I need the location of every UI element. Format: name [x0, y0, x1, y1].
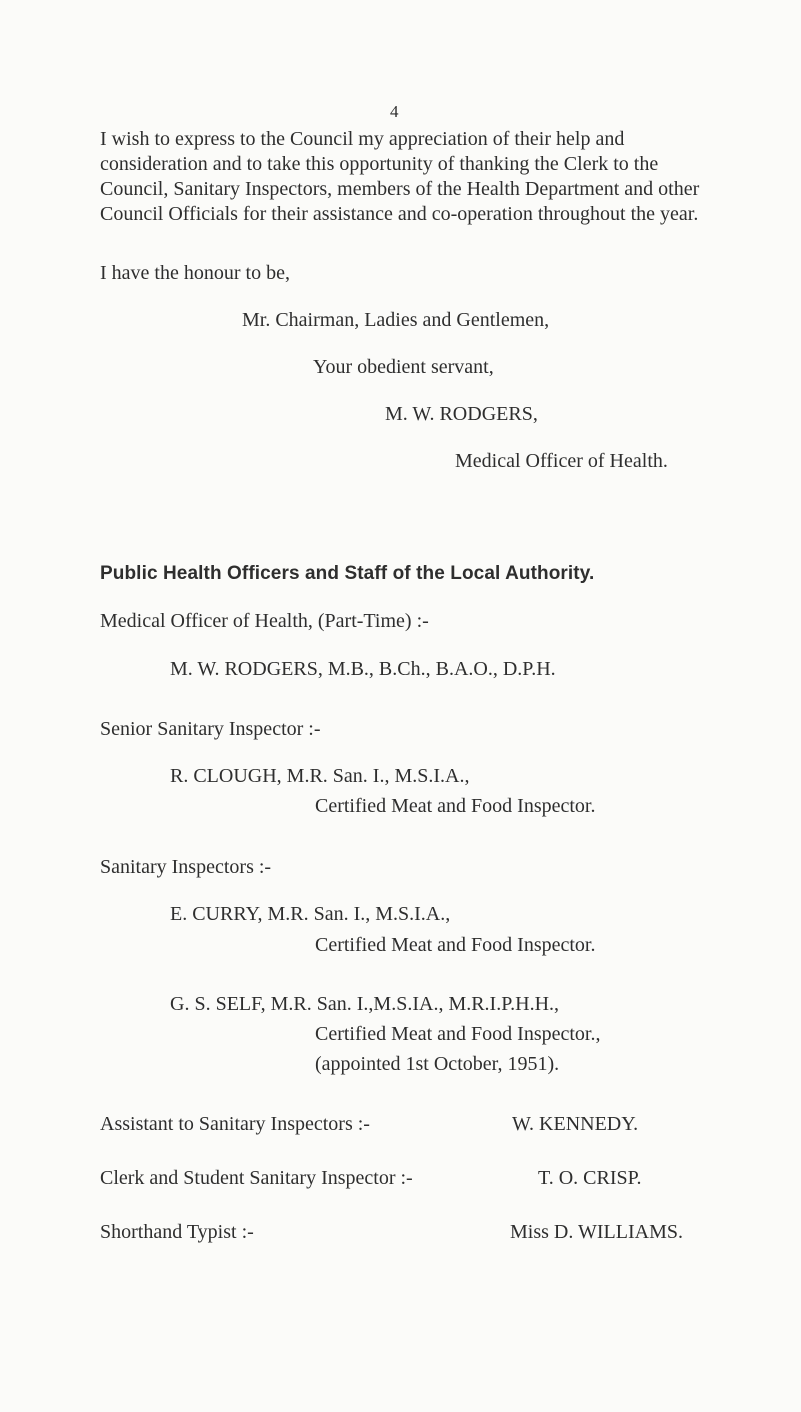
salutation-line: Mr. Chairman, Ladies and Gentlemen,: [242, 309, 550, 331]
servant-line: Your obedient servant,: [313, 356, 494, 378]
senior-inspector-cert: Certified Meat and Food Inspector.: [315, 795, 596, 817]
honour-line: I have the honour to be,: [100, 262, 290, 284]
inspector-self-cert: Certified Meat and Food Inspector.,: [315, 1023, 601, 1045]
assistant-role: Assistant to Sanitary Inspectors :-: [100, 1113, 370, 1135]
typist-name: Miss D. WILLIAMS.: [510, 1221, 683, 1243]
closing-paragraph: I wish to express to the Council my appreciation of their help and consideration and to take this opportunity of thanking the Clerk to the Council, Sanitary Inspectors, members of the Health Department and other Council Officials for their assistance and co-operation throughout the year.: [100, 128, 700, 225]
senior-inspector-name: R. CLOUGH, M.R. San. I., M.S.I.A.,: [170, 765, 470, 787]
moh-name: M. W. RODGERS, M.B., B.Ch., B.A.O., D.P.H.: [170, 658, 556, 680]
senior-inspector-role: Senior Sanitary Inspector :-: [100, 718, 321, 740]
page-number: 4: [390, 102, 399, 121]
inspector-curry-cert: Certified Meat and Food Inspector.: [315, 934, 596, 956]
typist-role: Shorthand Typist :-: [100, 1221, 254, 1243]
inspector-self-appointed: (appointed 1st October, 1951).: [315, 1053, 560, 1075]
signature-name: M. W. RODGERS,: [385, 403, 538, 425]
inspector-curry-name: E. CURRY, M.R. San. I., M.S.I.A.,: [170, 903, 451, 925]
clerk-role: Clerk and Student Sanitary Inspector :-: [100, 1167, 413, 1189]
moh-role: Medical Officer of Health, (Part-Time) :-: [100, 610, 429, 632]
clerk-name: T. O. CRISP.: [538, 1167, 642, 1189]
signature-title: Medical Officer of Health.: [455, 450, 668, 472]
inspectors-role: Sanitary Inspectors :-: [100, 856, 272, 878]
assistant-name: W. KENNEDY.: [512, 1113, 639, 1135]
inspector-self-name: G. S. SELF, M.R. San. I.,M.S.IA., M.R.I.P.H.H.,: [170, 993, 560, 1015]
staff-heading: Public Health Officers and Staff of the Local Authority.: [100, 563, 595, 584]
